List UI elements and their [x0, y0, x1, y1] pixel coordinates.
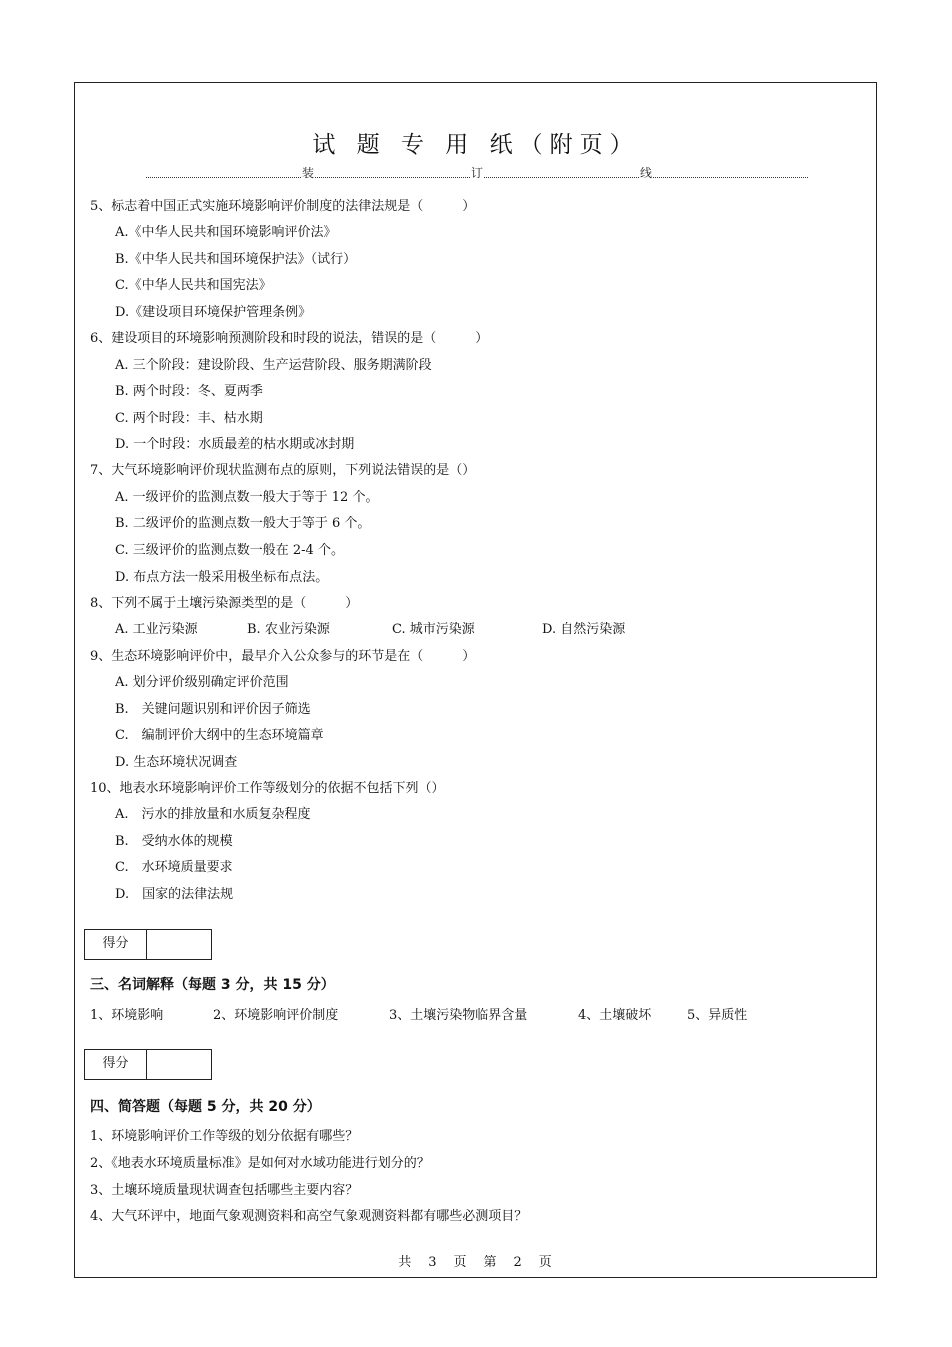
question-7-stem: 7、大气环境影响评价现状监测布点的原则，下列说法错误的是（）: [90, 463, 476, 478]
binding-line: [145, 164, 809, 181]
question-10-option-d: D. 国家的法律法规: [115, 887, 234, 902]
short-question-1: 1、环境影响评价工作等级的划分依据有哪些？: [90, 1129, 359, 1144]
question-10-option-a: A. 污水的排放量和水质复杂程度: [115, 807, 311, 822]
term-4: 4、土壤破坏: [578, 1008, 652, 1023]
question-10-option-b: B. 受纳水体的规模: [115, 834, 233, 849]
question-8-option-a: A. 工业污染源: [115, 622, 198, 637]
question-10-option-c: C. 水环境质量要求: [115, 860, 233, 875]
question-7-option-c: C. 三级评价的监测点数一般在 2-4 个。: [115, 543, 344, 558]
question-5-option-b: B.《中华人民共和国环境保护法》（试行）: [115, 252, 357, 267]
binding-xian: 线: [639, 166, 652, 180]
question-6-option-d: D. 一个时段：水质最差的枯水期或冰封期: [115, 437, 355, 452]
question-8-option-c: C. 城市污染源: [392, 622, 475, 637]
term-3: 3、土壤污染物临界含量: [389, 1008, 528, 1023]
term-5: 5、异质性: [687, 1008, 748, 1023]
question-7-option-a: A. 一级评价的监测点数一般大于等于 12 个。: [115, 490, 379, 505]
question-9-option-c: C. 编制评价大纲中的生态环境篇章: [115, 728, 324, 743]
section-4-heading: 四、简答题（每题 5 分，共 20 分）: [90, 1099, 321, 1115]
short-question-2: 2、《地表水环境质量标准》是如何对水域功能进行划分的？: [90, 1156, 430, 1171]
question-7-option-b: B. 二级评价的监测点数一般大于等于 6 个。: [115, 516, 371, 531]
short-question-3: 3、土壤环境质量现状调查包括哪些主要内容？: [90, 1183, 359, 1198]
question-9-option-a: A. 划分评价级别确定评价范围: [115, 675, 289, 690]
score-label: 得分: [85, 1050, 147, 1079]
question-6-option-b: B. 两个时段：冬、夏两季: [115, 384, 263, 399]
term-2: 2、环境影响评价制度: [213, 1008, 339, 1023]
question-6-option-c: C. 两个时段：丰、枯水期: [115, 411, 263, 426]
question-5-option-c: C.《中华人民共和国宪法》: [115, 278, 272, 293]
question-5-option-a: A.《中华人民共和国环境影响评价法》: [115, 225, 337, 240]
question-9-stem: 9、生态环境影响评价中，最早介入公众参与的环节是在（ ）: [90, 649, 476, 664]
question-8-option-d: D. 自然污染源: [542, 622, 626, 637]
question-5-option-d: D.《建设项目环境保护管理条例》: [115, 305, 312, 320]
binding-zhuang: 装: [301, 166, 314, 180]
question-8-option-b: B. 农业污染源: [247, 622, 330, 637]
score-label: 得分: [85, 930, 147, 959]
question-8-stem: 8、下列不属于土壤污染源类型的是（ ）: [90, 596, 359, 611]
score-value-field[interactable]: [147, 930, 211, 959]
question-10-stem: 10、地表水环境影响评价工作等级划分的依据不包括下列（）: [90, 781, 445, 796]
page-title: 试 题 专 用 纸（附页）: [312, 132, 640, 158]
binding-ding: 订: [470, 166, 483, 180]
short-question-4: 4、大气环评中，地面气象观测资料和高空气象观测资料都有哪些必测项目？: [90, 1209, 528, 1224]
section-3-heading: 三、名词解释（每题 3 分，共 15 分）: [90, 977, 335, 993]
question-5-stem: 5、标志着中国正式实施环境影响评价制度的法律法规是（ ）: [90, 199, 476, 214]
page-number: 共 3 页 第 2 页: [398, 1255, 554, 1270]
score-value-field[interactable]: [147, 1050, 211, 1079]
question-6-stem: 6、建设项目的环境影响预测阶段和时段的说法，错误的是（ ）: [90, 331, 489, 346]
question-7-option-d: D. 布点方法一般采用极坐标布点法。: [115, 570, 329, 585]
question-9-option-d: D. 生态环境状况调查: [115, 755, 238, 770]
question-9-option-b: B. 关键问题识别和评价因子筛选: [115, 702, 311, 717]
score-box-section-3: [84, 929, 212, 960]
term-1: 1、环境影响: [90, 1008, 164, 1023]
score-box-section-4: [84, 1049, 212, 1080]
question-6-option-a: A. 三个阶段：建设阶段、生产运营阶段、服务期满阶段: [115, 358, 432, 373]
